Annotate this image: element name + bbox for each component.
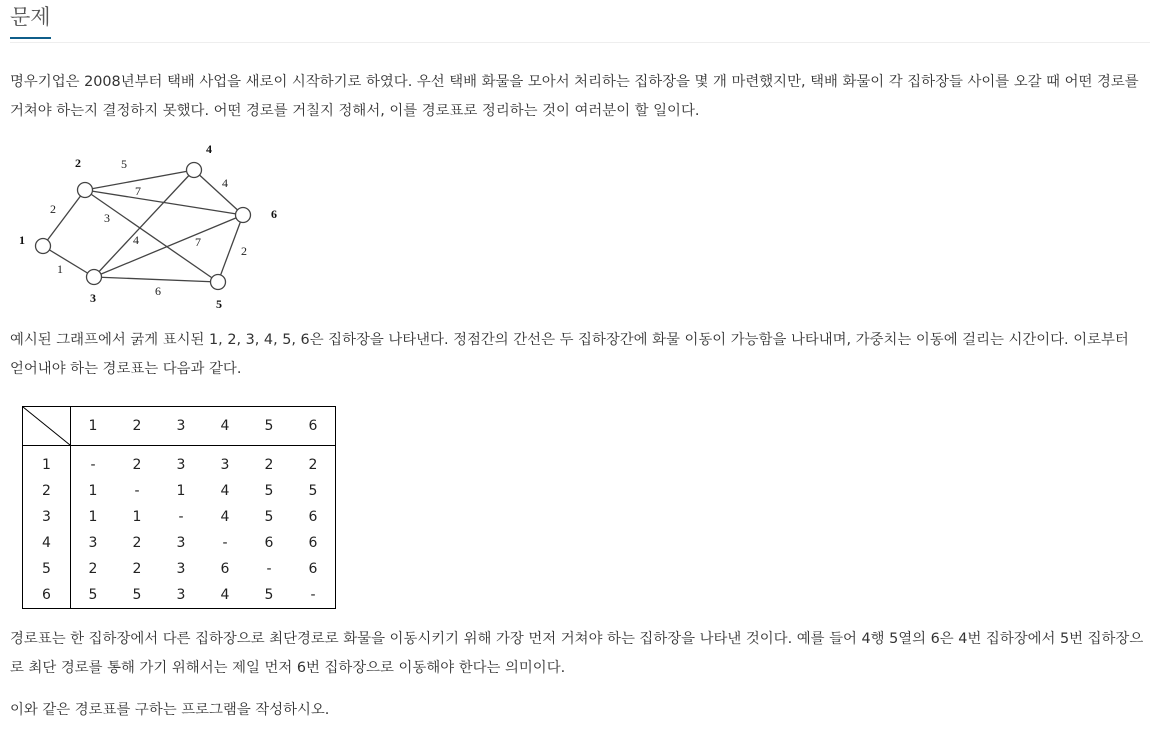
route-table-corner-cell xyxy=(23,407,71,446)
node-label: 3 xyxy=(90,291,96,305)
table-cell: - xyxy=(266,561,272,577)
section-title: 문제 xyxy=(10,5,51,39)
table-cell: - xyxy=(90,457,96,473)
route-table-explanation-text: 경로표는 한 집하장에서 다른 집하장으로 최단경로로 화물을 이동시키기 위해 가장 먼저 거쳐야 하는 집하장을 나타낸 것이다. 예를 들어 4행 5열의 6은 4번 집하장에서 5번 집하장으로 최단 경로를 통해 가기 위해서는 제일 먼저 6번 집하장으로 이동해야 한다는 의미이다. xyxy=(10,631,1144,676)
table-row xyxy=(23,556,336,582)
column-header: 5 xyxy=(247,407,291,446)
graph-node-6 xyxy=(236,208,251,223)
table-cell: 2 xyxy=(88,561,98,577)
edge-weight-label: 5 xyxy=(121,157,127,171)
table-cell: 1 xyxy=(88,483,98,499)
table-cell: - xyxy=(222,535,228,551)
graph-description-text: 예시된 그래프에서 굵게 표시된 1, 2, 3, 4, 5, 6은 집하장을 나타낸다. 정점간의 간선은 두 집하장간에 화물 이동이 가능함을 나타내며, 가중치는 이동에 걸리는 시간이다. 이로부터 얻어내야 하는 경로표는 다음과 같다. xyxy=(10,332,1129,377)
graph-edge-3-6 xyxy=(94,215,243,277)
graph-node-2 xyxy=(78,183,93,198)
table-cell: 2 xyxy=(132,561,142,577)
table-cell: 5 xyxy=(88,587,98,603)
edge-weight-label: 6 xyxy=(155,284,161,298)
graph-node-5 xyxy=(211,275,226,290)
table-row xyxy=(23,504,336,530)
graph-edge-3-5 xyxy=(94,277,218,282)
node-label: 1 xyxy=(19,233,25,247)
table-cell: 3 xyxy=(176,535,186,551)
table-cell: 3 xyxy=(176,457,186,473)
table-cell: 3 xyxy=(176,561,186,577)
column-header: 1 xyxy=(71,407,116,446)
table-cell: - xyxy=(178,509,184,525)
column-header: 3 xyxy=(159,407,203,446)
row-header: 2 xyxy=(23,478,71,504)
table-cell: 4 xyxy=(220,509,230,525)
graph-edge-1-2 xyxy=(43,190,85,246)
table-cell: 3 xyxy=(88,535,98,551)
edge-weight-label: 4 xyxy=(222,176,228,190)
node-label: 6 xyxy=(271,207,277,221)
table-cell: 4 xyxy=(220,587,230,603)
row-header: 4 xyxy=(23,530,71,556)
edge-weight-label: 2 xyxy=(241,244,247,258)
table-cell: 1 xyxy=(88,509,98,525)
graph-edge-1-3 xyxy=(43,246,94,277)
edge-weight-label: 1 xyxy=(57,262,63,276)
table-cell: 3 xyxy=(220,457,230,473)
table-cell: 6 xyxy=(308,509,318,525)
graph-edge-5-6 xyxy=(218,215,243,282)
column-header: 6 xyxy=(291,407,336,446)
table-row xyxy=(23,478,336,504)
table-cell: 2 xyxy=(264,457,274,473)
node-label: 4 xyxy=(206,142,212,156)
edge-weight-label: 7 xyxy=(195,235,201,249)
node-label: 5 xyxy=(216,297,222,311)
column-header: 2 xyxy=(115,407,159,446)
task-instruction-text: 이와 같은 경로표를 구하는 프로그램을 작성하시오. xyxy=(10,702,330,718)
table-cell: - xyxy=(310,587,316,603)
route-graph-diagram xyxy=(14,140,294,320)
route-table-header-row xyxy=(23,407,336,446)
table-cell: 6 xyxy=(264,535,274,551)
diagonal-line xyxy=(23,407,70,445)
table-cell: 3 xyxy=(176,587,186,603)
edge-weight-label: 3 xyxy=(104,211,110,225)
table-cell: 5 xyxy=(132,587,142,603)
table-cell: 2 xyxy=(308,457,318,473)
edge-weight-label: 7 xyxy=(135,184,141,198)
table-cell: 5 xyxy=(264,587,274,603)
row-header: 3 xyxy=(23,504,71,530)
graph-node-4 xyxy=(187,163,202,178)
route-table-wrapper xyxy=(22,406,336,609)
node-label: 2 xyxy=(75,156,81,170)
row-header: 1 xyxy=(23,446,71,479)
row-header: 6 xyxy=(23,582,71,609)
table-row xyxy=(23,446,336,479)
graph-node-3 xyxy=(87,270,102,285)
table-cell: 5 xyxy=(264,509,274,525)
table-cell: - xyxy=(134,483,140,499)
table-row xyxy=(23,530,336,556)
table-cell: 4 xyxy=(220,483,230,499)
table-cell: 2 xyxy=(132,535,142,551)
section-header xyxy=(10,0,1150,43)
table-cell: 1 xyxy=(176,483,186,499)
row-header: 5 xyxy=(23,556,71,582)
table-cell: 5 xyxy=(308,483,318,499)
graph-node-1 xyxy=(36,239,51,254)
table-cell: 2 xyxy=(132,457,142,473)
table-cell: 6 xyxy=(220,561,230,577)
column-header: 4 xyxy=(203,407,247,446)
edge-weight-label: 2 xyxy=(50,202,56,216)
table-cell: 5 xyxy=(264,483,274,499)
problem-intro-text: 명우기업은 2008년부터 택배 사업을 새로이 시작하기로 하였다. 우선 택배 화물을 모아서 처리하는 집하장을 몇 개 마련했지만, 택배 화물이 각 집하장들 사이를 오갈 때 어떤 경로를 거쳐야 하는지 결정하지 못했다. 어떤 경로를 거칠지 정해서, 이를 경로표로 정리하는 것이 여러분이 할 일이다. xyxy=(10,74,1139,119)
table-cell: 1 xyxy=(132,509,142,525)
route-table xyxy=(22,406,336,609)
table-cell: 6 xyxy=(308,561,318,577)
edge-weight-label: 4 xyxy=(133,233,139,247)
table-cell: 6 xyxy=(308,535,318,551)
table-row xyxy=(23,582,336,609)
